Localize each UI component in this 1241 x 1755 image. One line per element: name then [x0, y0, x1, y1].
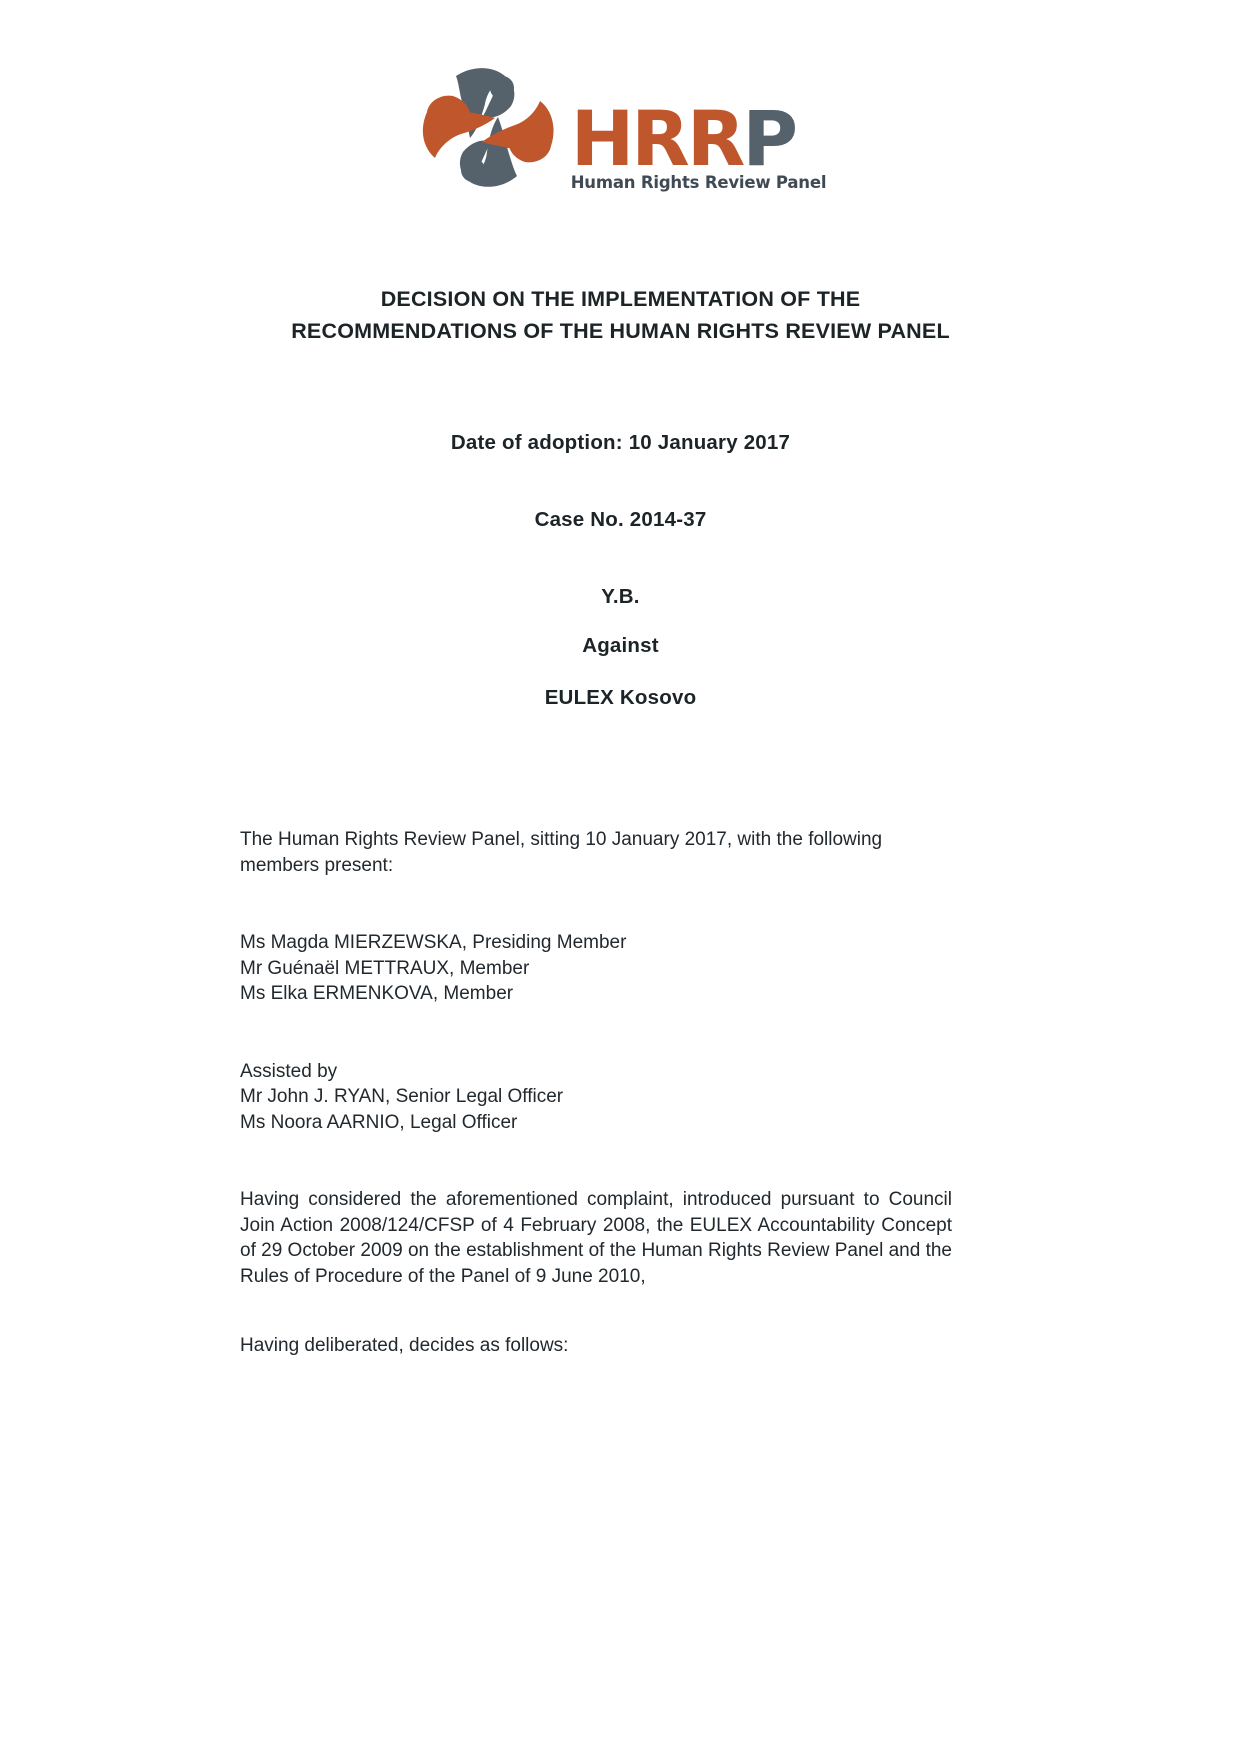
document-body — [240, 827, 952, 1359]
panel-members-list — [240, 930, 952, 1007]
assisted-by-block — [240, 1059, 952, 1136]
logo-wordmark — [570, 93, 827, 198]
assistant: Ms Noora AARNIO, Legal Officer — [240, 1111, 518, 1133]
hrrp-pinwheel-icon — [415, 62, 565, 198]
date-of-adoption: Date of adoption: 10 January 2017 — [450, 431, 791, 454]
panel-member: Mr Guénaël METTRAUX, Member — [240, 957, 530, 979]
assisted-by-label: Assisted by — [240, 1060, 338, 1082]
assistant: Mr John J. RYAN, Senior Legal Officer — [240, 1086, 564, 1107]
logo-tagline: Human Rights Review Panel — [570, 173, 827, 192]
document-title — [0, 283, 1241, 347]
sitting-paragraph: The Human Rights Review Panel, sitting 10 January 2017, with the following members present: — [240, 829, 883, 876]
logo-hrrp-rp: P — [742, 93, 796, 183]
logo-hrrp-text — [570, 93, 796, 183]
panel-member: Ms Magda MIERZEWSKA, Presiding Member — [240, 932, 627, 953]
document-title-line-2: RECOMMENDATIONS OF THE HUMAN RIGHTS REVIEW PANEL — [291, 319, 950, 343]
document-title-line-1: DECISION ON THE IMPLEMENTATION OF THE — [380, 287, 861, 311]
panel-member: Ms Elka ERMENKOVA, Member — [240, 983, 514, 1004]
logo-hrrp-r: R — [686, 93, 743, 183]
respondent-name: EULEX Kosovo — [544, 686, 697, 709]
logo-inner — [415, 62, 827, 198]
logo-hrrp-hr: HR — [570, 93, 687, 183]
hrrp-logo — [0, 62, 1241, 198]
against-label: Against — [582, 634, 659, 657]
applicant-name: Y.B. — [601, 585, 640, 608]
case-number: Case No. 2014-37 — [534, 508, 707, 531]
deliberated-paragraph: Having deliberated, decides as follows: — [240, 1335, 569, 1356]
considered-paragraph: Having considered the aforementioned complaint, introduced pursuant to Council Join Action 2008/124/CFSP of 4 February 2008, the EULEX Accountability Concept of 29 October 2009 on the establishment of the Human Rights Review Panel and the Rules of Procedure of the Panel of 9 June 2010, — [240, 1189, 952, 1287]
